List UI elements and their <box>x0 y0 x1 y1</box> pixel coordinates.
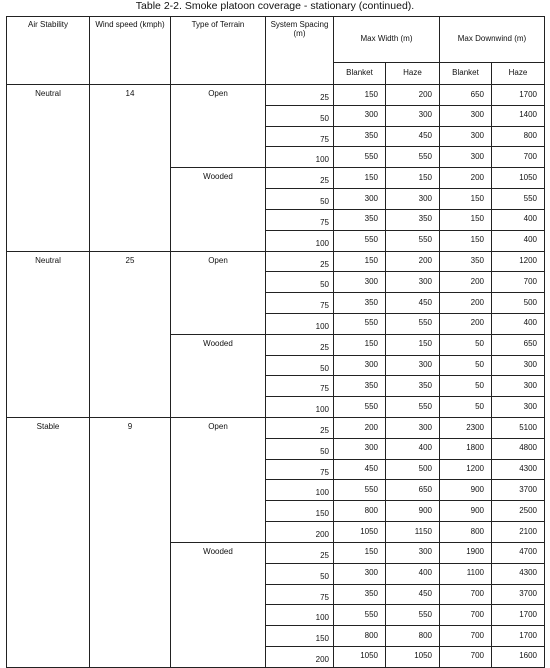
width-blanket-cell: 800 <box>334 501 386 522</box>
downwind-haze-cell: 1050 <box>492 168 545 189</box>
width-haze-cell: 550 <box>386 605 440 626</box>
spacing-cell: 75 <box>266 209 334 230</box>
width-haze-cell: 150 <box>386 168 440 189</box>
width-blanket-cell: 550 <box>334 480 386 501</box>
subheader-width-blanket: Blanket <box>334 63 386 85</box>
width-blanket-cell: 350 <box>334 584 386 605</box>
table-row <box>7 418 545 439</box>
downwind-haze-cell: 1400 <box>492 105 545 126</box>
downwind-haze-cell: 650 <box>492 334 545 355</box>
spacing-cell: 100 <box>266 480 334 501</box>
width-haze-cell: 300 <box>386 189 440 210</box>
downwind-haze-cell: 700 <box>492 272 545 293</box>
width-haze-cell: 800 <box>386 626 440 647</box>
width-haze-cell: 1050 <box>386 646 440 667</box>
header-max-width: Max Width (m) <box>334 17 440 63</box>
downwind-blanket-cell: 50 <box>440 355 492 376</box>
downwind-blanket-cell: 200 <box>440 293 492 314</box>
downwind-blanket-cell: 300 <box>440 147 492 168</box>
downwind-blanket-cell: 150 <box>440 209 492 230</box>
width-blanket-cell: 150 <box>334 168 386 189</box>
spacing-cell: 75 <box>266 293 334 314</box>
air-stability-cell: Neutral <box>7 85 90 252</box>
width-haze-cell: 300 <box>386 105 440 126</box>
width-blanket-cell: 1050 <box>334 646 386 667</box>
downwind-blanket-cell: 200 <box>440 168 492 189</box>
downwind-haze-cell: 550 <box>492 189 545 210</box>
downwind-blanket-cell: 700 <box>440 584 492 605</box>
subheader-downwind-haze: Haze <box>492 63 545 85</box>
width-haze-cell: 550 <box>386 230 440 251</box>
downwind-blanket-cell: 200 <box>440 272 492 293</box>
width-blanket-cell: 1050 <box>334 522 386 543</box>
width-haze-cell: 550 <box>386 313 440 334</box>
spacing-cell: 100 <box>266 397 334 418</box>
downwind-blanket-cell: 300 <box>440 105 492 126</box>
downwind-blanket-cell: 150 <box>440 230 492 251</box>
downwind-blanket-cell: 50 <box>440 376 492 397</box>
downwind-haze-cell: 800 <box>492 126 545 147</box>
downwind-blanket-cell: 650 <box>440 85 492 106</box>
spacing-cell: 25 <box>266 542 334 563</box>
downwind-blanket-cell: 900 <box>440 501 492 522</box>
width-blanket-cell: 200 <box>334 418 386 439</box>
downwind-blanket-cell: 700 <box>440 646 492 667</box>
terrain-cell: Open <box>171 251 266 334</box>
downwind-haze-cell: 400 <box>492 230 545 251</box>
width-blanket-cell: 350 <box>334 293 386 314</box>
downwind-blanket-cell: 1900 <box>440 542 492 563</box>
table-body <box>7 85 545 668</box>
spacing-cell: 75 <box>266 459 334 480</box>
width-blanket-cell: 300 <box>334 105 386 126</box>
terrain-cell: Open <box>171 418 266 543</box>
spacing-cell: 25 <box>266 168 334 189</box>
width-haze-cell: 300 <box>386 418 440 439</box>
downwind-blanket-cell: 150 <box>440 189 492 210</box>
width-blanket-cell: 350 <box>334 209 386 230</box>
downwind-blanket-cell: 200 <box>440 313 492 334</box>
width-haze-cell: 300 <box>386 272 440 293</box>
spacing-cell: 50 <box>266 438 334 459</box>
spacing-cell: 100 <box>266 147 334 168</box>
width-haze-cell: 1150 <box>386 522 440 543</box>
spacing-cell: 25 <box>266 85 334 106</box>
downwind-blanket-cell: 1800 <box>440 438 492 459</box>
width-blanket-cell: 300 <box>334 189 386 210</box>
width-blanket-cell: 450 <box>334 459 386 480</box>
width-haze-cell: 200 <box>386 251 440 272</box>
spacing-cell: 50 <box>266 189 334 210</box>
downwind-blanket-cell: 300 <box>440 126 492 147</box>
downwind-haze-cell: 1700 <box>492 605 545 626</box>
downwind-blanket-cell: 700 <box>440 605 492 626</box>
downwind-haze-cell: 5100 <box>492 418 545 439</box>
spacing-cell: 50 <box>266 272 334 293</box>
downwind-blanket-cell: 50 <box>440 397 492 418</box>
downwind-blanket-cell: 1100 <box>440 563 492 584</box>
downwind-haze-cell: 1200 <box>492 251 545 272</box>
spacing-cell: 50 <box>266 105 334 126</box>
width-blanket-cell: 300 <box>334 272 386 293</box>
smoke-coverage-table <box>6 16 545 668</box>
width-blanket-cell: 550 <box>334 313 386 334</box>
spacing-cell: 50 <box>266 355 334 376</box>
downwind-haze-cell: 4700 <box>492 542 545 563</box>
downwind-blanket-cell: 900 <box>440 480 492 501</box>
downwind-haze-cell: 300 <box>492 355 545 376</box>
width-blanket-cell: 300 <box>334 355 386 376</box>
width-haze-cell: 500 <box>386 459 440 480</box>
width-haze-cell: 900 <box>386 501 440 522</box>
spacing-cell: 200 <box>266 522 334 543</box>
wind-speed-cell: 25 <box>90 251 171 418</box>
downwind-haze-cell: 1600 <box>492 646 545 667</box>
width-blanket-cell: 300 <box>334 563 386 584</box>
downwind-haze-cell: 4800 <box>492 438 545 459</box>
width-haze-cell: 350 <box>386 376 440 397</box>
downwind-haze-cell: 4300 <box>492 459 545 480</box>
width-blanket-cell: 150 <box>334 251 386 272</box>
downwind-haze-cell: 2500 <box>492 501 545 522</box>
width-haze-cell: 450 <box>386 126 440 147</box>
width-haze-cell: 150 <box>386 334 440 355</box>
table-title: Table 2-2. Smoke platoon coverage - stationary (continued). <box>135 0 415 12</box>
downwind-haze-cell: 400 <box>492 313 545 334</box>
air-stability-cell: Stable <box>7 418 90 668</box>
spacing-cell: 200 <box>266 646 334 667</box>
terrain-cell: Wooded <box>171 542 266 667</box>
downwind-haze-cell: 2100 <box>492 522 545 543</box>
downwind-haze-cell: 3700 <box>492 480 545 501</box>
width-blanket-cell: 300 <box>334 438 386 459</box>
downwind-haze-cell: 300 <box>492 397 545 418</box>
downwind-blanket-cell: 350 <box>440 251 492 272</box>
wind-speed-cell: 14 <box>90 85 171 252</box>
width-blanket-cell: 800 <box>334 626 386 647</box>
width-haze-cell: 400 <box>386 563 440 584</box>
downwind-haze-cell: 4300 <box>492 563 545 584</box>
subheader-downwind-blanket: Blanket <box>440 63 492 85</box>
downwind-haze-cell: 1700 <box>492 626 545 647</box>
table-row <box>7 251 545 272</box>
width-blanket-cell: 350 <box>334 376 386 397</box>
width-haze-cell: 450 <box>386 584 440 605</box>
width-blanket-cell: 550 <box>334 397 386 418</box>
downwind-haze-cell: 300 <box>492 376 545 397</box>
width-blanket-cell: 550 <box>334 147 386 168</box>
downwind-haze-cell: 1700 <box>492 85 545 106</box>
downwind-blanket-cell: 800 <box>440 522 492 543</box>
spacing-cell: 25 <box>266 418 334 439</box>
spacing-cell: 25 <box>266 334 334 355</box>
width-haze-cell: 650 <box>386 480 440 501</box>
width-haze-cell: 200 <box>386 85 440 106</box>
downwind-blanket-cell: 2300 <box>440 418 492 439</box>
width-haze-cell: 300 <box>386 542 440 563</box>
header-max-downwind: Max Downwind (m) <box>440 17 545 63</box>
terrain-cell: Wooded <box>171 334 266 417</box>
downwind-haze-cell: 700 <box>492 147 545 168</box>
width-haze-cell: 350 <box>386 209 440 230</box>
width-blanket-cell: 150 <box>334 334 386 355</box>
table-row <box>7 85 545 106</box>
downwind-blanket-cell: 700 <box>440 626 492 647</box>
width-blanket-cell: 550 <box>334 605 386 626</box>
width-blanket-cell: 350 <box>334 126 386 147</box>
spacing-cell: 75 <box>266 376 334 397</box>
terrain-cell: Open <box>171 85 266 168</box>
spacing-cell: 100 <box>266 605 334 626</box>
downwind-blanket-cell: 50 <box>440 334 492 355</box>
spacing-cell: 100 <box>266 313 334 334</box>
downwind-haze-cell: 500 <box>492 293 545 314</box>
width-haze-cell: 450 <box>386 293 440 314</box>
width-haze-cell: 300 <box>386 355 440 376</box>
spacing-cell: 150 <box>266 501 334 522</box>
spacing-cell: 100 <box>266 230 334 251</box>
spacing-cell: 150 <box>266 626 334 647</box>
width-haze-cell: 550 <box>386 397 440 418</box>
air-stability-cell: Neutral <box>7 251 90 418</box>
header-air-stability: Air Stability <box>7 17 90 85</box>
spacing-cell: 75 <box>266 126 334 147</box>
downwind-blanket-cell: 1200 <box>440 459 492 480</box>
subheader-width-haze: Haze <box>386 63 440 85</box>
downwind-haze-cell: 400 <box>492 209 545 230</box>
downwind-haze-cell: 3700 <box>492 584 545 605</box>
header-wind-speed: Wind speed (kmph) <box>90 17 171 85</box>
width-blanket-cell: 150 <box>334 85 386 106</box>
spacing-cell: 50 <box>266 563 334 584</box>
spacing-cell: 75 <box>266 584 334 605</box>
width-haze-cell: 400 <box>386 438 440 459</box>
width-haze-cell: 550 <box>386 147 440 168</box>
wind-speed-cell: 9 <box>90 418 171 668</box>
header-terrain: Type of Terrain <box>171 17 266 85</box>
width-blanket-cell: 550 <box>334 230 386 251</box>
width-blanket-cell: 150 <box>334 542 386 563</box>
terrain-cell: Wooded <box>171 168 266 251</box>
header-system-spacing: System Spacing (m) <box>266 17 334 85</box>
spacing-cell: 25 <box>266 251 334 272</box>
